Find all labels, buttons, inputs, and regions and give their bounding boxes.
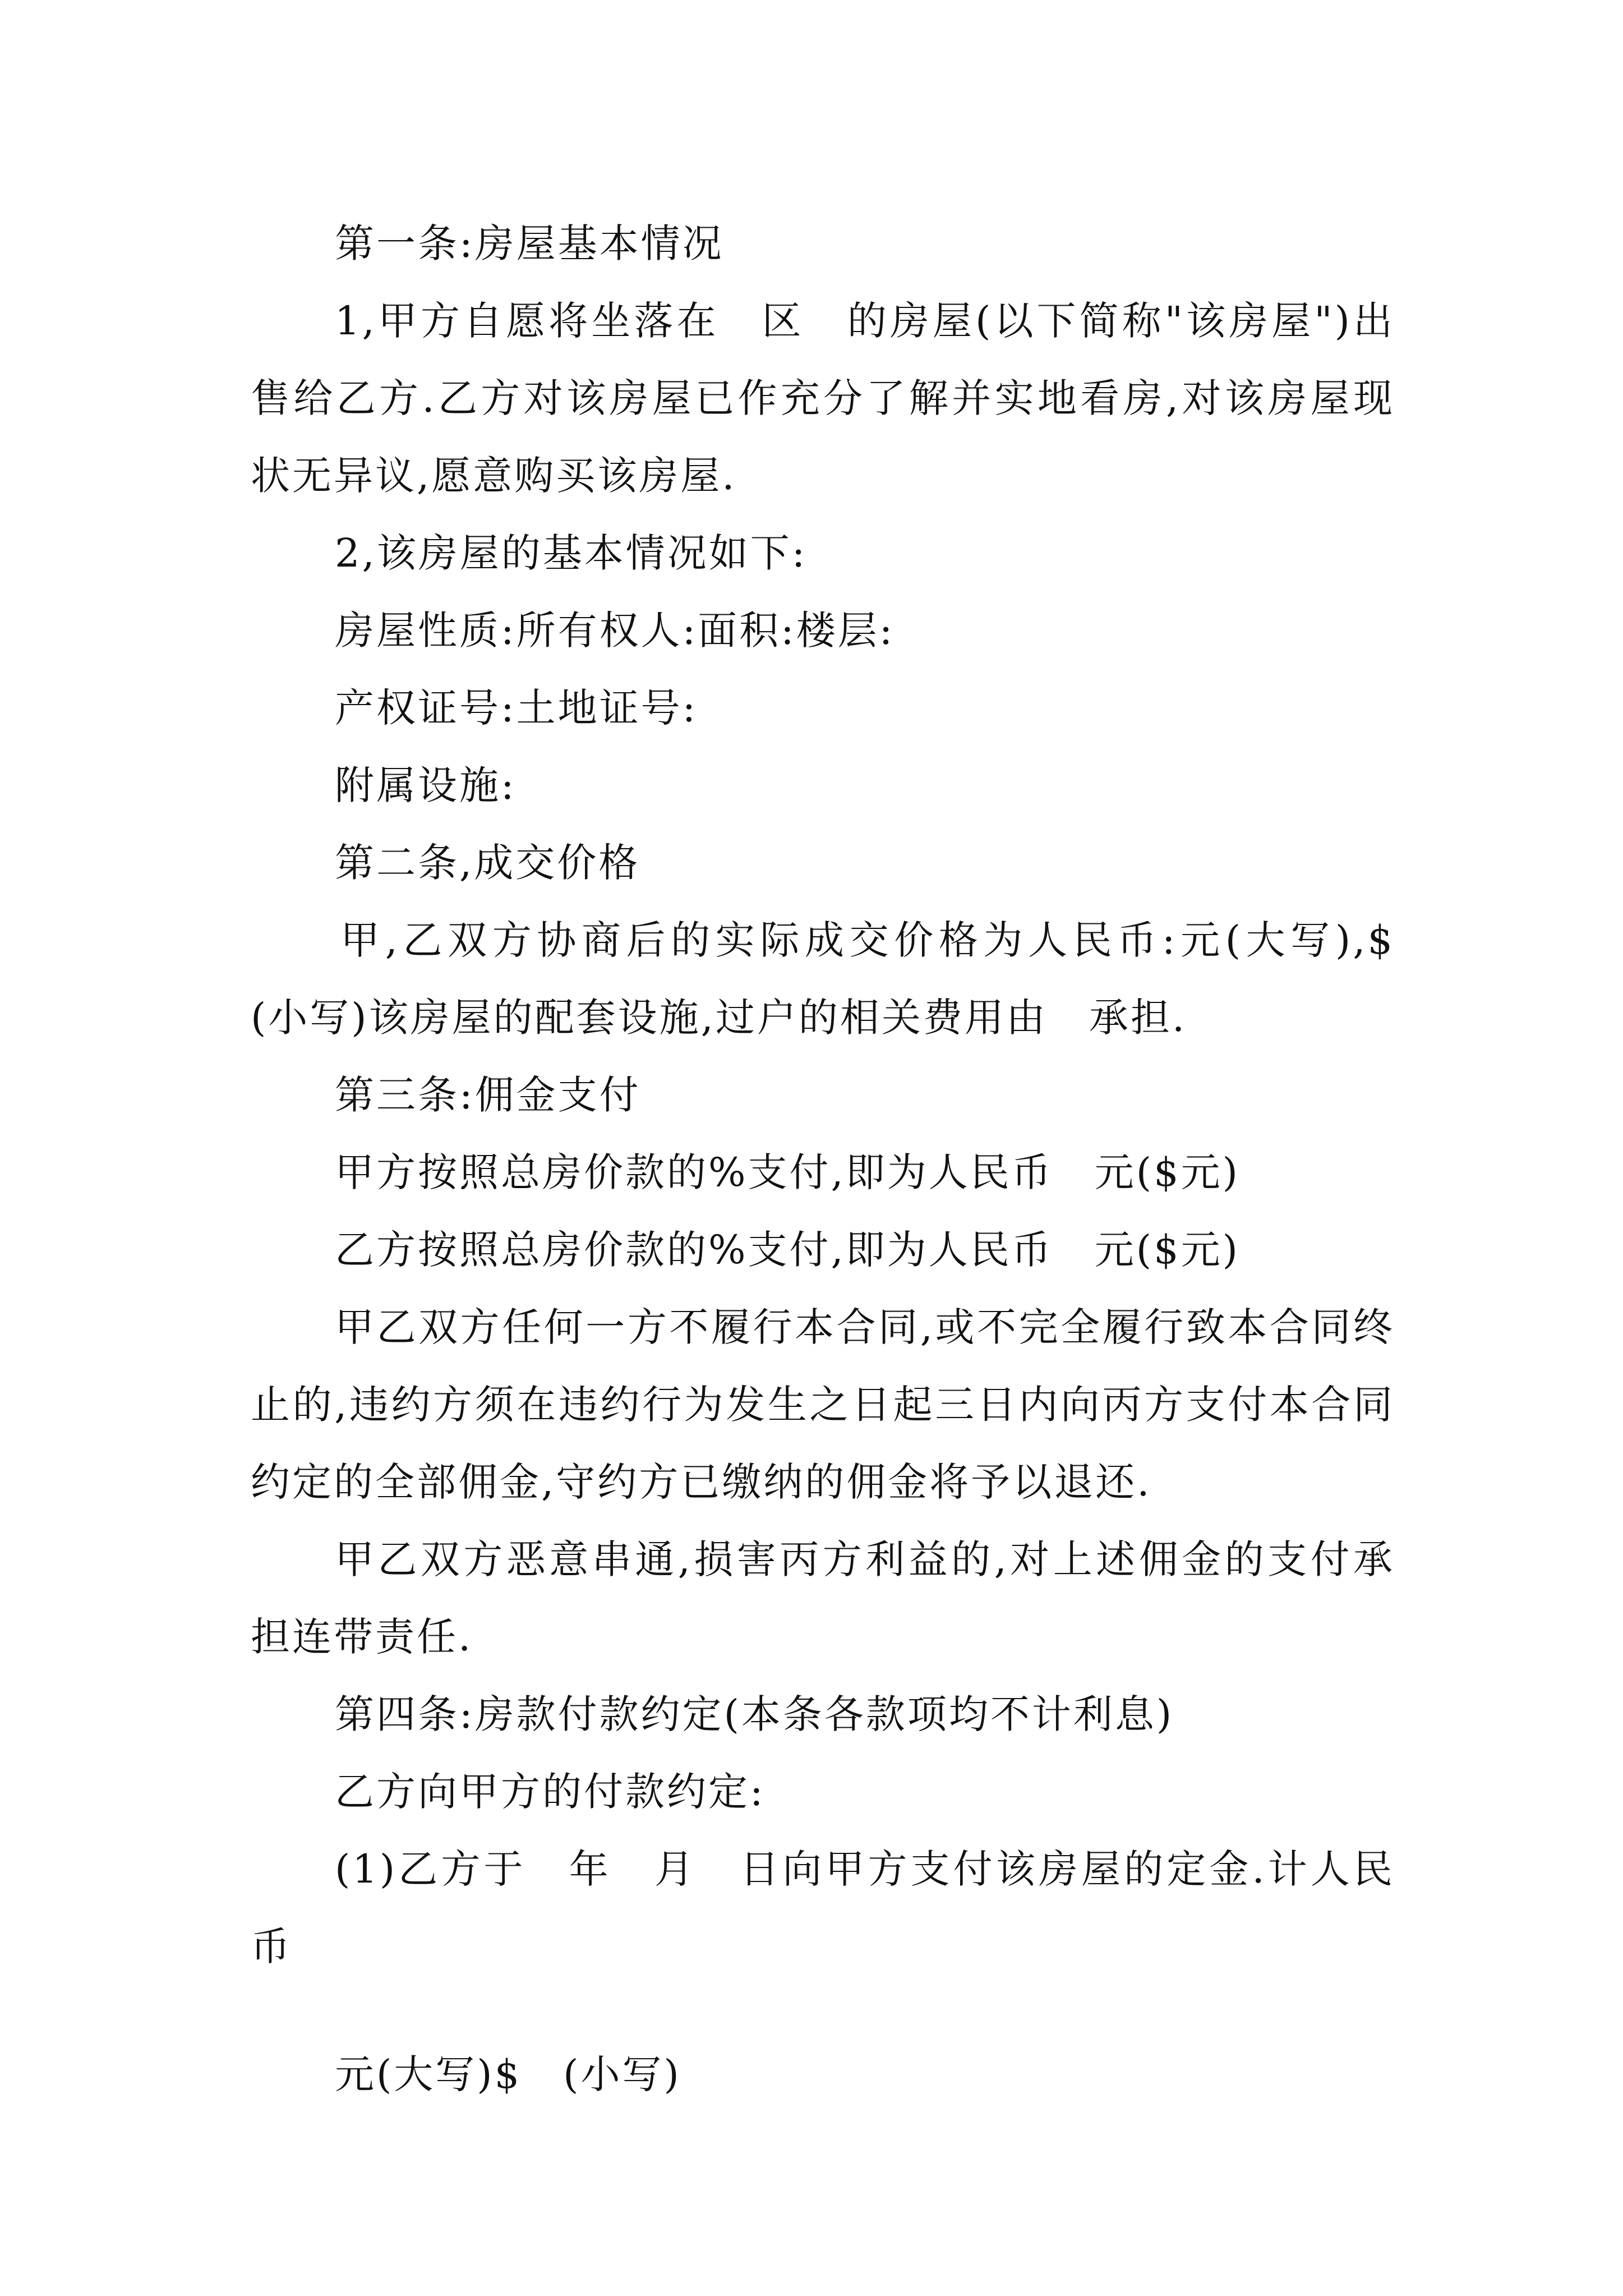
article-4-heading: 第四条:房款付款约定(本条各款项均不计利息) [335, 1691, 1174, 1737]
payment-item-1-amount: 元(大写)$ (小写) [335, 2051, 681, 2097]
article-2-heading: 第二条,成交价格 [335, 840, 640, 886]
article-1-clause-1: 1,甲方自愿将坐落在 区 的房屋(以下简称"该房屋")出售给乙方.乙方对该房屋已作充分了解并实地看房,对该房屋现状无异议,愿意购买该房屋. [251, 298, 1395, 499]
collusion-clause: 甲乙双方恶意串通,损害丙方利益的,对上述佣金的支付承担连带责任. [251, 1536, 1395, 1660]
commission-party-b: 乙方按照总房价款的%支付,即为人民币 元($元) [335, 1227, 1240, 1273]
article-3-heading: 第三条:佣金支付 [335, 1072, 641, 1118]
article-2-price-clause: 甲,乙双方协商后的实际成交价格为人民币:元(大写),$ (小写)该房屋的配套设施,过户的相关费用由 承担. [251, 917, 1436, 1041]
payment-item-1: (1)乙方于 年 月 日向甲方支付该房屋的定金.计人民币 [251, 1846, 1395, 1970]
payment-agreement-intro: 乙方向甲方的付款约定: [335, 1769, 766, 1815]
certificate-line: 产权证号:土地证号: [335, 685, 698, 731]
article-1-heading: 第一条:房屋基本情况 [335, 220, 724, 266]
article-1-clause-2: 2,该房屋的基本情况如下: [335, 530, 808, 576]
property-nature-line: 房屋性质:所有权人:面积:楼层: [335, 608, 895, 654]
document-body [251, 205, 1436, 2113]
breach-clause: 甲乙双方任何一方不履行本合同,或不完全履行致本合同终止的,违约方须在违约行为发生之日起三日内向丙方支付本合同约定的全部佣金,守约方已缴纳的佣金将予以退还. [251, 1304, 1395, 1505]
commission-party-a: 甲方按照总房价款的%支付,即为人民币 元($元) [335, 1149, 1240, 1195]
facilities-line: 附属设施: [335, 762, 517, 808]
paragraph-gap [251, 1985, 1395, 2036]
